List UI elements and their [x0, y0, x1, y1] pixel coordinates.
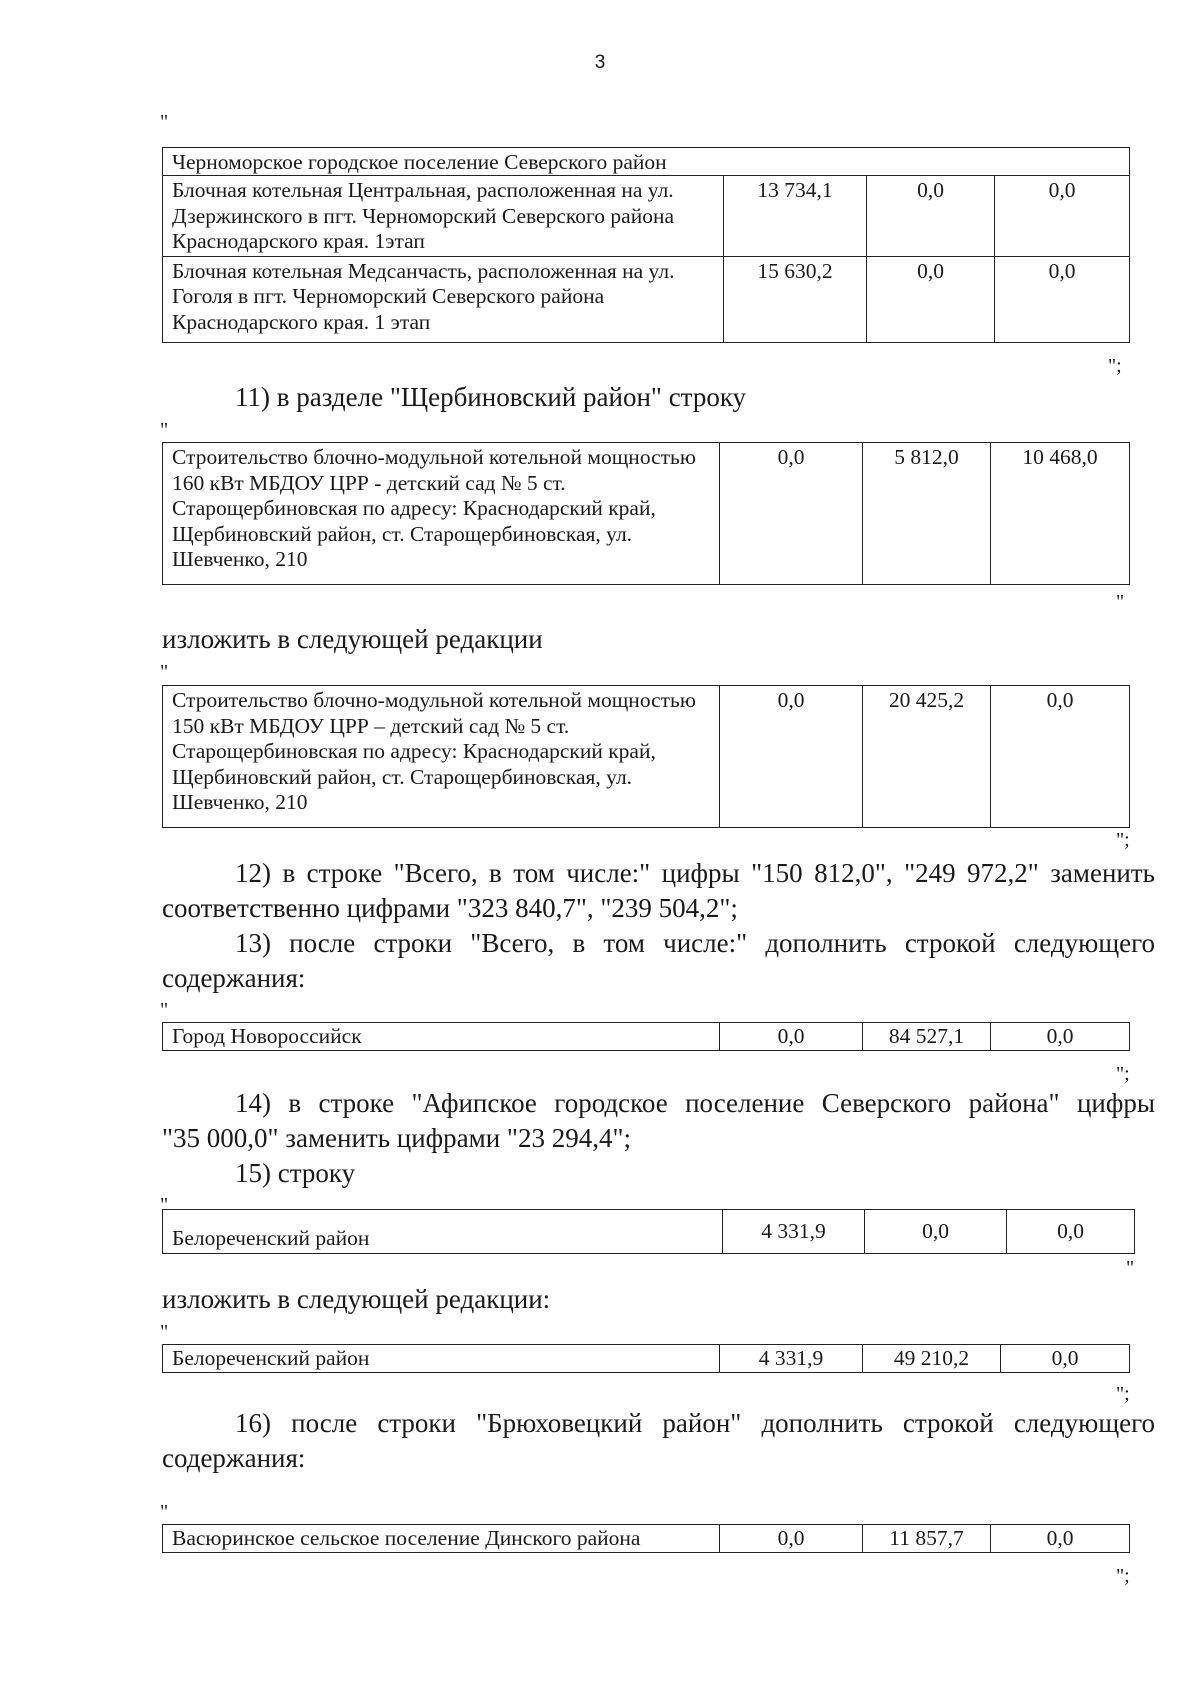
row-value-2: 20 425,2 [863, 686, 991, 828]
row-value-2: 0,0 [865, 1210, 1007, 1254]
row-name: Васюринское сельское поселение Динского района [163, 1525, 720, 1553]
row-value-1: 0,0 [720, 1023, 863, 1051]
item-11-text: 11) в разделе "Щербиновский район" строку [235, 382, 747, 412]
row-value-3: 0,0 [991, 1023, 1130, 1051]
row-value-2: 5 812,0 [863, 443, 991, 585]
close-quote: "; [1108, 355, 1122, 377]
close-quote: "; [1116, 829, 1130, 851]
item-16-line-1 [235, 1406, 1155, 1440]
row-value-2: 49 210,2 [863, 1345, 1001, 1373]
row-value-3: 10 468,0 [991, 443, 1130, 585]
open-quote: " [160, 999, 169, 1021]
close-quote: "; [1116, 1565, 1130, 1587]
row-value-2: 84 527,1 [863, 1023, 991, 1051]
table-row [163, 686, 1130, 828]
table-chernomorskoe [162, 147, 1130, 343]
row-value-3: 0,0 [991, 686, 1130, 828]
item-16-text-2: содержания: [162, 1443, 306, 1473]
table-row [163, 1210, 1135, 1254]
row-name: Строительство блочно-модульной котельной мощностью 160 кВт МБДОУ ЦРР - детский сад № 5 ст. Старощербиновская по адресу: Краснодарский край, Щербиновский район, ст. Старощербиновская, ул. Шевченко, 210 [163, 443, 720, 585]
row-value-3: 0,0 [995, 256, 1130, 342]
table-section-header: Черноморское городское поселение Северского район [163, 148, 1130, 176]
row-value-1: 15 630,2 [724, 256, 867, 342]
row-value-1: 0,0 [720, 686, 863, 828]
table-belorechensky-old [162, 1209, 1135, 1254]
row-value-1: 0,0 [720, 1525, 863, 1553]
row-name: Блочная котельная Медсанчасть, расположенная на ул. Гоголя в пгт. Черноморский Северского района Краснодарского края. 1 этап [163, 256, 724, 342]
row-value-3: 0,0 [995, 176, 1130, 257]
row-name: Белореченский район [163, 1210, 723, 1254]
item-14-text-2: "35 000,0" заменить цифрами "23 294,4"; [162, 1123, 631, 1153]
open-quote: " [160, 1321, 169, 1343]
table-sherbinovsky-old [162, 442, 1130, 585]
item-12-text-2: соответственно цифрами "323 840,7", "239 504,2"; [162, 893, 738, 923]
row-value-1: 13 734,1 [724, 176, 867, 257]
row-value-1: 4 331,9 [723, 1210, 865, 1254]
table-row [163, 176, 1130, 257]
table-belorechensky-new [162, 1344, 1130, 1373]
item-12-line-1 [235, 856, 1155, 890]
table-vasyurinskoe [162, 1524, 1130, 1553]
item-16-text-1: 16) после строки "Брюховецкий район" дополнить строкой следующего [235, 1408, 1155, 1438]
row-value-1: 4 331,9 [720, 1345, 863, 1373]
item-14-text-1: 14) в строке "Афипское городское поселение Северского района" цифры [235, 1088, 1155, 1118]
item-12-text-1: 12) в строке "Всего, в том числе:" цифры "150 812,0", "249 972,2" заменить [235, 858, 1155, 888]
page-number: 3 [594, 52, 606, 73]
expound-text-colon: изложить в следующей редакции: [162, 1284, 551, 1314]
close-quote: "; [1116, 1063, 1130, 1085]
table-row [163, 1023, 1130, 1051]
expound-text: изложить в следующей редакции [162, 624, 543, 654]
open-quote: " [160, 1501, 169, 1523]
table-novorossiysk [162, 1022, 1130, 1051]
row-value-2: 11 857,7 [863, 1525, 991, 1553]
item-13-text-2: содержания: [162, 963, 306, 993]
row-name: Блочная котельная Центральная, расположенная на ул. Дзержинского в пгт. Черноморский Северского района Краснодарского края. 1этап [163, 176, 724, 257]
row-name: Город Новороссийск [163, 1023, 720, 1051]
table-row [163, 1345, 1130, 1373]
open-quote: " [160, 661, 169, 683]
row-name: Строительство блочно-модульной котельной мощностью 150 кВт МБДОУ ЦРР – детский сад № 5 ст. Старощербиновская по адресу: Краснодарский край, Щербиновский район, ст. Старощербиновская, ул. Шевченко, 210 [163, 686, 720, 828]
close-quote: "; [1116, 1383, 1130, 1405]
row-value-3: 0,0 [1001, 1345, 1130, 1373]
item-14-line-1 [235, 1086, 1155, 1120]
table-header-row [163, 148, 1130, 176]
row-value-2: 0,0 [867, 176, 995, 257]
item-13-text-1: 13) после строки "Всего, в том числе:" дополнить строкой следующего [235, 928, 1155, 958]
row-value-1: 0,0 [720, 443, 863, 585]
open-quote: " [160, 111, 169, 133]
close-quote: " [1126, 1257, 1135, 1279]
open-quote: " [160, 1194, 169, 1216]
item-15-text: 15) строку [235, 1158, 356, 1188]
table-row [163, 443, 1130, 585]
row-name: Белореченский район [163, 1345, 720, 1373]
item-13-line-1 [235, 926, 1155, 960]
table-row [163, 256, 1130, 342]
table-row [163, 1525, 1130, 1553]
row-value-3: 0,0 [991, 1525, 1130, 1553]
close-quote: " [1116, 591, 1125, 613]
row-value-3: 0,0 [1007, 1210, 1135, 1254]
open-quote: " [160, 419, 169, 441]
row-value-2: 0,0 [867, 256, 995, 342]
table-sherbinovsky-new [162, 685, 1130, 828]
